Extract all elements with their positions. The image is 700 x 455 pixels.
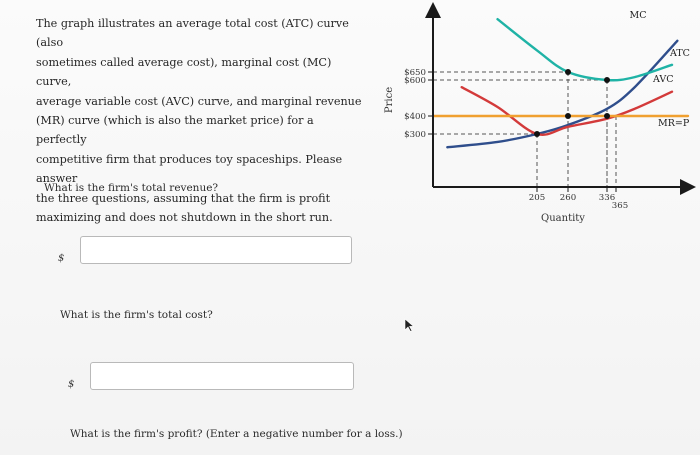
series-label-atc: ATC <box>670 48 690 59</box>
intersection-point <box>565 113 571 119</box>
total-revenue-input[interactable] <box>80 236 352 264</box>
intersection-point <box>604 77 610 83</box>
series-label-mc: MC <box>629 10 647 21</box>
x-axis-label: Quantity <box>541 213 585 224</box>
series-avc-line <box>462 87 672 135</box>
series-label-mrp: MR=P <box>658 118 690 129</box>
y-tick-label: $600 <box>404 76 426 86</box>
question-total-cost: What is the firm's total cost? <box>60 309 213 321</box>
y-tick-label: $400 <box>404 112 426 122</box>
currency-symbol: $ <box>68 379 75 390</box>
cost-curves-chart <box>370 0 700 240</box>
series-atc-line <box>498 19 672 80</box>
x-tick-label: 260 <box>559 193 577 203</box>
x-tick-label: 336 <box>598 193 616 203</box>
x-tick-label: 205 <box>528 193 546 203</box>
series-mc-line <box>447 41 677 147</box>
y-axis-label: Price <box>384 86 395 114</box>
intersection-point <box>604 113 610 119</box>
question-intro: The graph illustrates an average total cost (ATC) curve (also sometimes called average cost), marginal cost (MC) curve, average variable cost (AVC) curve, and marginal revenue (MR) curve (which is also the market price) for a perfectly competitive firm that produces toy spaceships. Please answer the three questions, assuming that the firm is profit maximizing and does not shutdown in the short run. <box>36 17 362 225</box>
question-total-revenue: What is the firm's total revenue? <box>44 182 219 194</box>
question-profit: What is the firm's profit? (Enter a negative number for a loss.) <box>70 428 403 440</box>
y-tick-label: $300 <box>404 130 426 140</box>
intersection-point <box>534 131 540 137</box>
currency-symbol: $ <box>58 253 65 264</box>
intersection-point <box>565 69 571 75</box>
total-cost-input[interactable] <box>90 362 354 390</box>
y-tick-label: $650 <box>404 68 426 78</box>
series-label-avc: AVC <box>653 74 674 85</box>
mouse-cursor-icon <box>404 318 414 332</box>
x-tick-label: 365 <box>611 201 629 211</box>
